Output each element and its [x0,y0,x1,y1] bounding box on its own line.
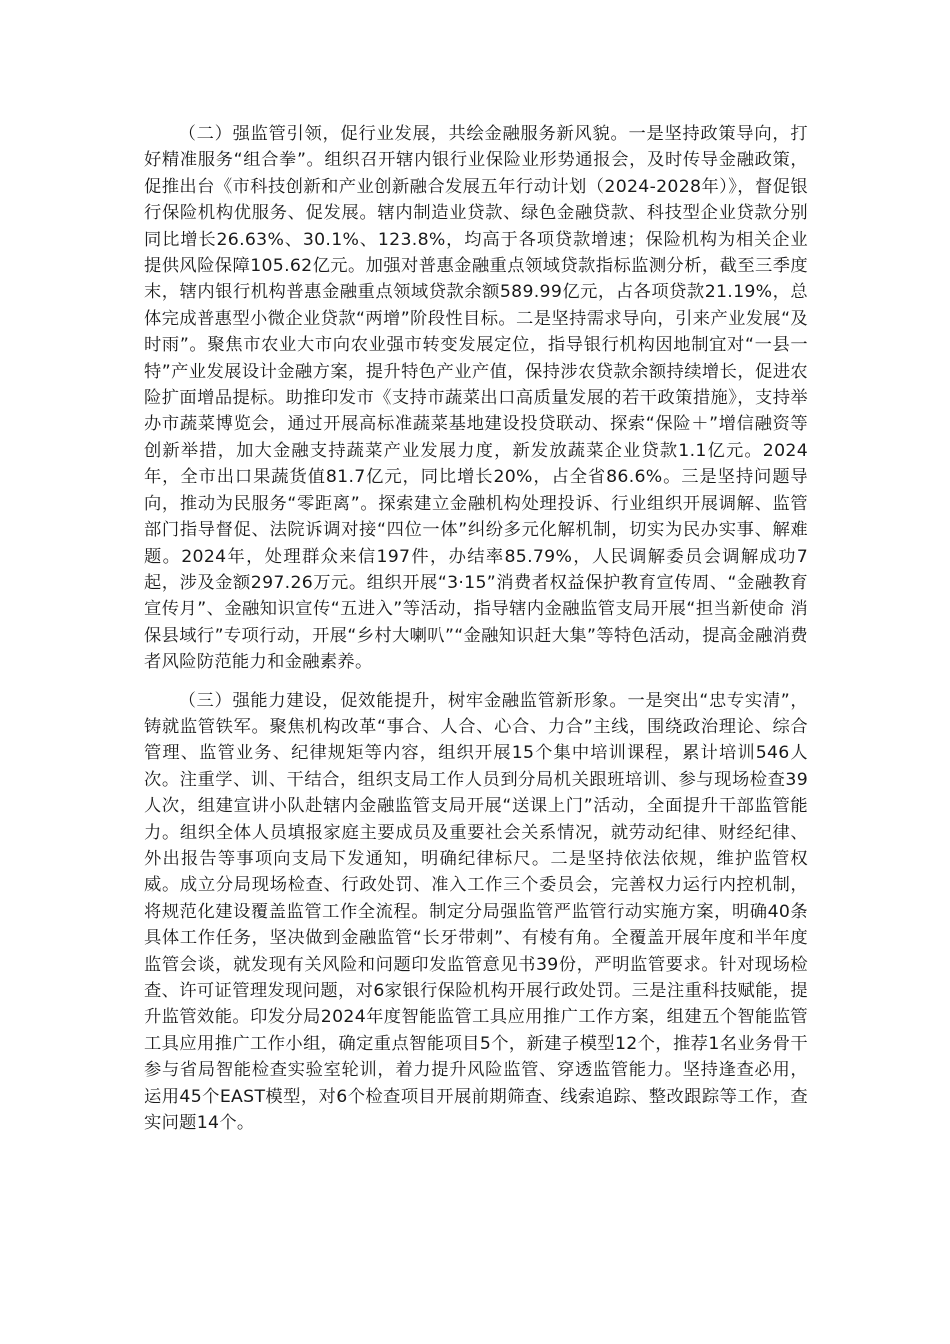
paragraph-supervision-guidance: （二）强监管引领，促行业发展，共绘金融服务新风貌。一是坚持政策导向，打好精准服务“组合拳”。组织召开辖内银行业保险业形势通报会，及时传导金融政策，促推出台《市科技创新和产业创新融合发展五年行动计划（2024-2028年）》，督促银行保险机构优服务、促发展。辖内制造业贷款、绿色金融贷款、科技型企业贷款分别同比增长26.63%、30.1%、123.8%，均高于各项贷款增速；保险机构为相关企业提供风险保障105.62亿元。加强对普惠金融重点领域贷款指标监测分析，截至三季度末，辖内银行机构普惠金融重点领域贷款余额589.99亿元，占各项贷款21.19%，总体完成普惠型小微企业贷款“两增”阶段性目标。二是坚持需求导向，引来产业发展“及时雨”。聚焦市农业大市向农业强市转变发展定位，指导银行机构因地制宜对“一县一特”产业发展设计金融方案，提升特色产业产值，保持涉农贷款余额持续增长，促进农险扩面增品提标。助推印发市《支持市蔬菜出口高质量发展的若干政策措施》，支持举办市蔬菜博览会，通过开展高标准蔬菜基地建设投贷联动、探索“保险＋”增信融资等创新举措，加大金融支持蔬菜产业发展力度，新发放蔬菜企业贷款1.1亿元。2024年，全市出口果蔬货值81.7亿元，同比增长20%，占全省86.6%。三是坚持问题导向，推动为民服务“零距离”。探索建立金融机构处理投诉、行业组织开展调解、监管部门指导督促、法院诉调对接“四位一体”纠纷多元化解机制，切实为民办实事、解难题。2024年，处理群众来信197件，办结率85.79%，人民调解委员会调解成功7起，涉及金额297.26万元。组织开展“3·15”消费者权益保护教育宣传周、“金融教育宣传月”、金融知识宣传“五进入”等活动，指导辖内金融监管支局开展“担当新使命 消保县域行”专项行动，开展“乡村大喇叭”“金融知识赶大集”等特色活动，提高金融消费者风险防范能力和金融素养。 [144,124,808,673]
document-body [144,121,808,1136]
paragraph-capability-building: （三）强能力建设，促效能提升，树牢金融监管新形象。一是突出“忠专实清”，铸就监管铁军。聚焦机构改革“事合、人合、心合、力合”主线，围绕政治理论、综合管理、监管业务、纪律规矩等内容，组织开展15个集中培训课程，累计培训546人次。注重学、训、干结合，组织支局工作人员到分局机关跟班培训、参与现场检查39人次，组建宣讲小队赴辖内金融监管支局开展“送课上门”活动，全面提升干部监管能力。组织全体人员填报家庭主要成员及重要社会关系情况，就劳动纪律、财经纪律、外出报告等事项向支局下发通知，明确纪律标尺。二是坚持依法依规，维护监管权威。成立分局现场检查、行政处罚、准入工作三个委员会，完善权力运行内控机制，将规范化建设覆盖监管工作全流程。制定分局强监管严监管行动实施方案，明确40条具体工作任务，坚决做到金融监管“长牙带刺”、有棱有角。全覆盖开展年度和半年度监管会谈，就发现有关风险和问题印发监管意见书39份，严明监管要求。针对现场检查、许可证管理发现问题，对6家银行保险机构开展行政处罚。三是注重科技赋能，提升监管效能。印发分局2024年度智能监管工具应用推广工作方案，组建五个智能监管工具应用推广工作小组，确定重点智能项目5个，新建子模型12个，推荐1名业务骨干参与省局智能检查实验室轮训，着力提升风险监管、穿透监管能力。坚持逢查必用，运用45个EAST模型，对6个检查项目开展前期筛查、线索追踪、整改跟踪等工作，查实问题14个。 [144,690,808,1134]
